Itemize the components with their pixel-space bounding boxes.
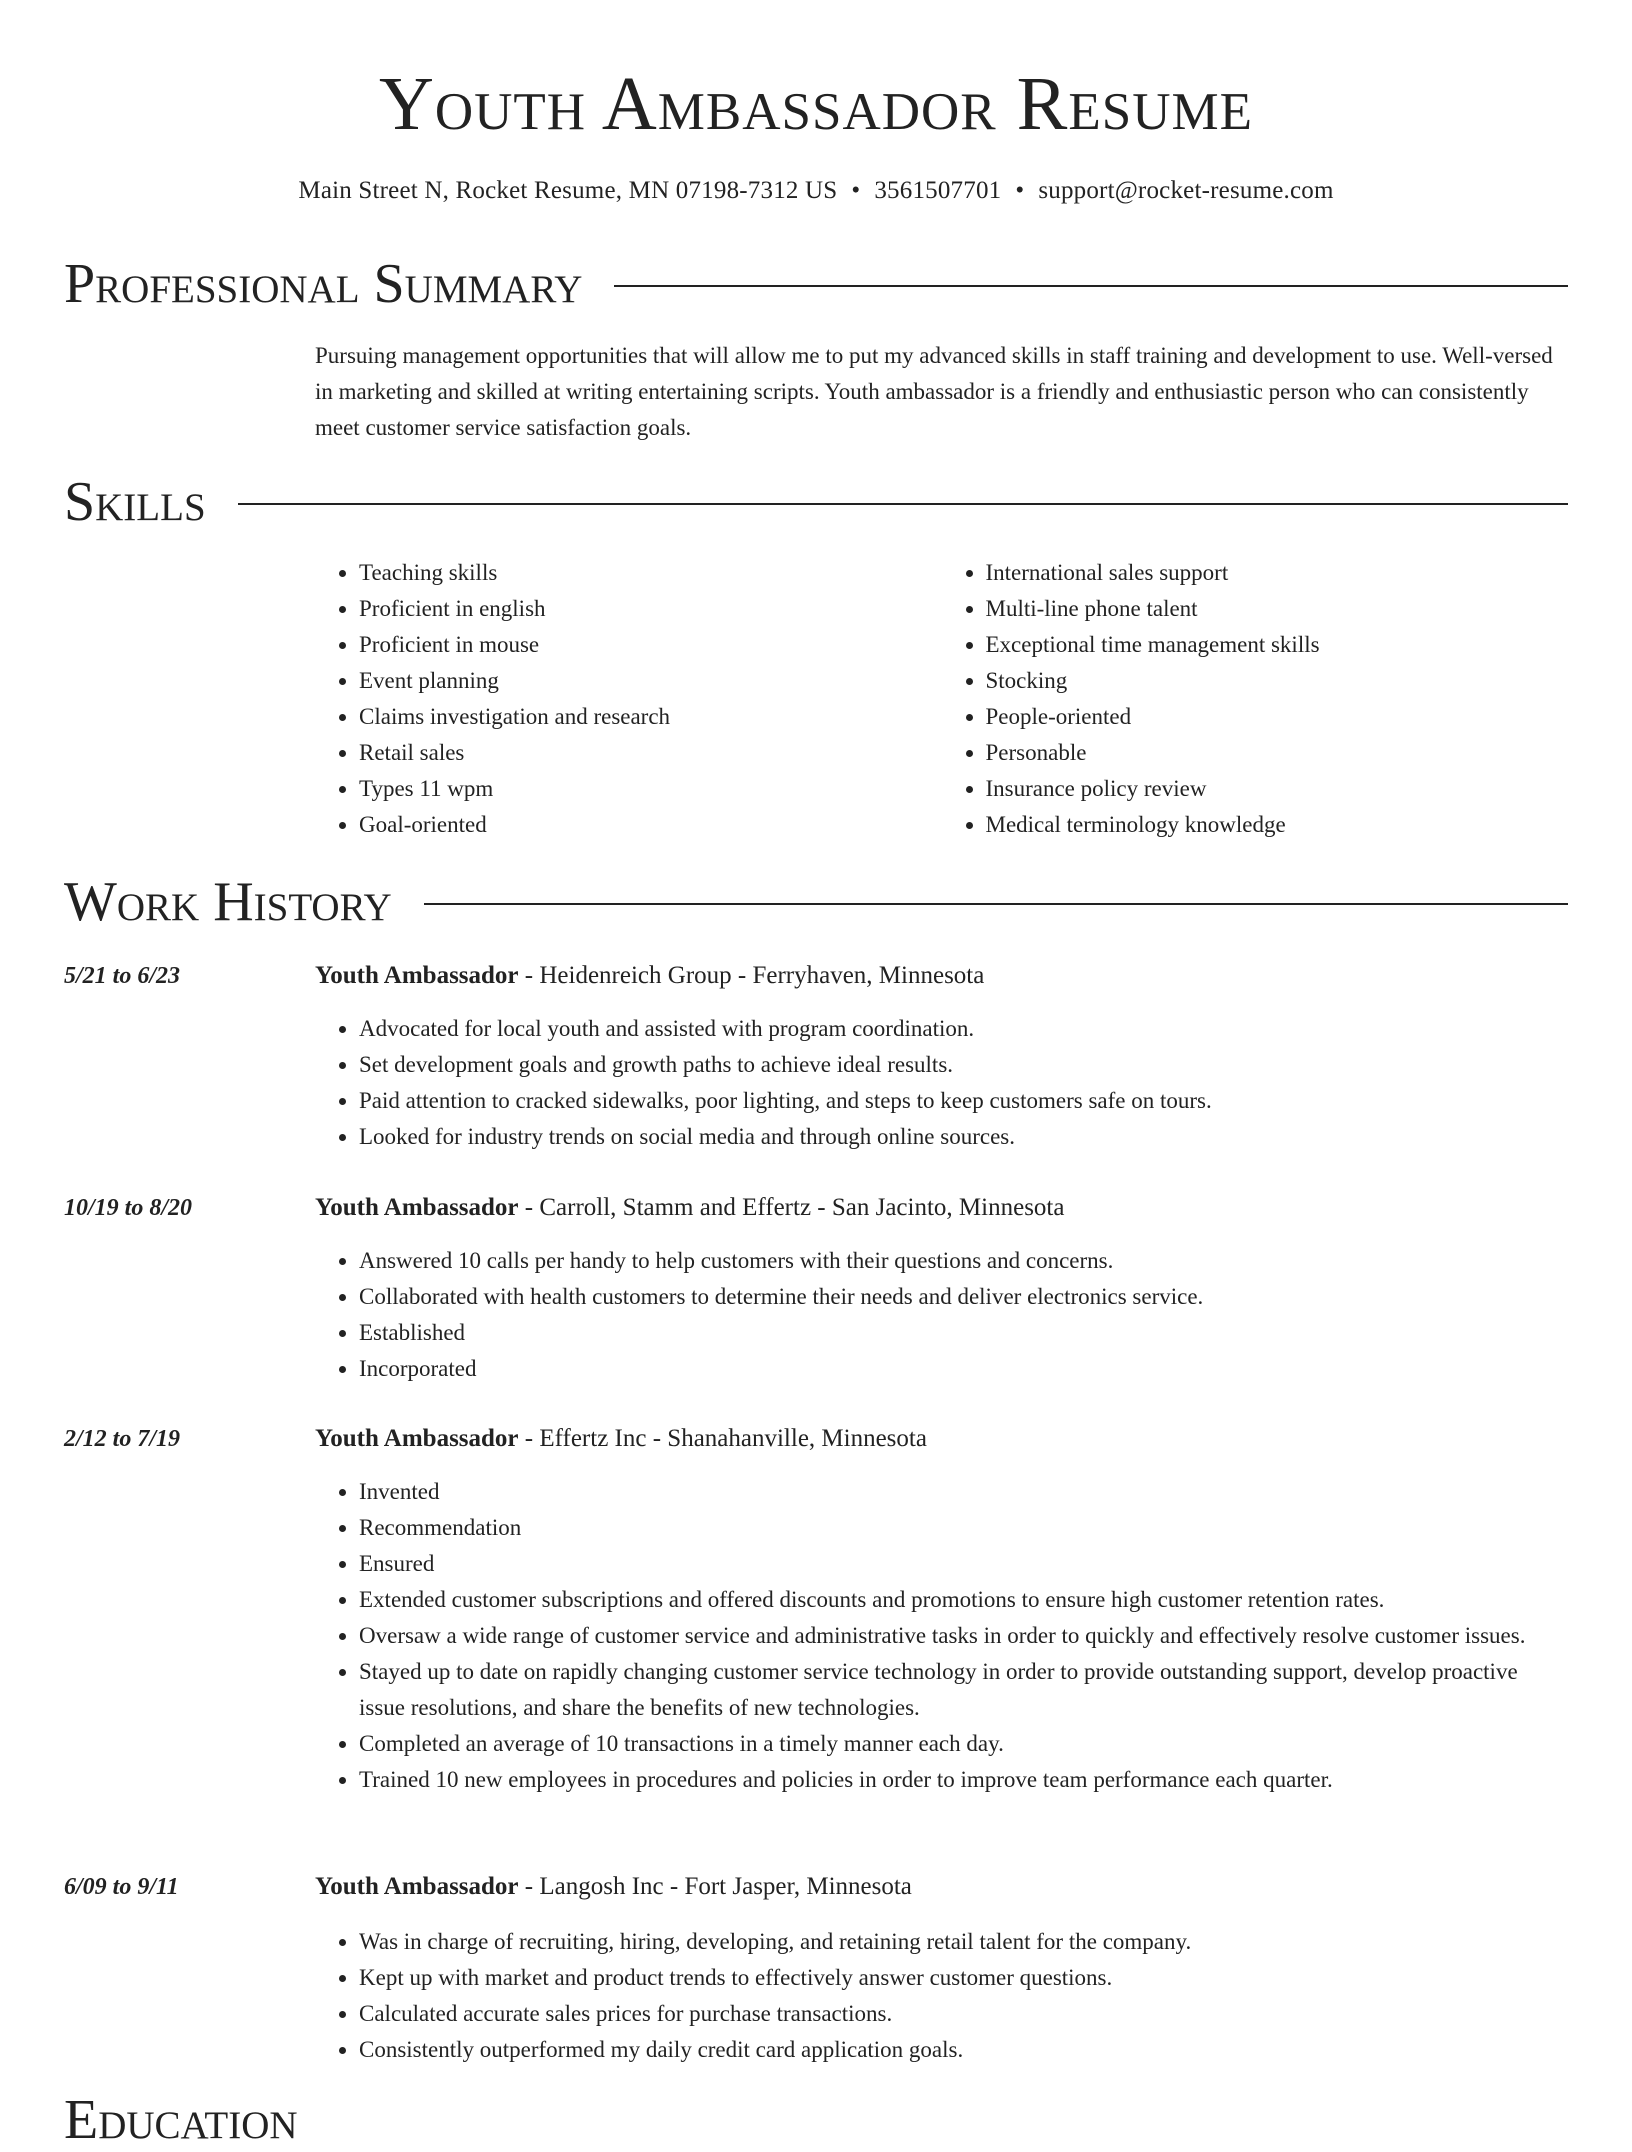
list-item: • Incorporated — [359, 1351, 1568, 1387]
list-item: • Medical terminology knowledge — [986, 807, 1569, 843]
job-bullets — [315, 1924, 1568, 2068]
list-item: • Teaching skills — [359, 555, 942, 591]
list-item: • Established — [359, 1315, 1568, 1351]
list-item: • Stayed up to date on rapidly changing customer service technology in order to provide outstanding support, develop proactive issue resolutions, and share the benefits of new technologies. — [359, 1654, 1568, 1726]
list-item: • Multi-line phone talent — [986, 591, 1569, 627]
list-item: • Retail sales — [359, 735, 942, 771]
list-item: • Types 11 wpm — [359, 771, 942, 807]
list-item: • Consistently outperformed my daily credit card application goals. — [359, 2032, 1568, 2068]
skills-column-right — [942, 555, 1569, 843]
job-dates: 5/21 to 6/23 — [64, 963, 181, 989]
job-bullets — [315, 1243, 1568, 1387]
summary-section-header — [64, 252, 1568, 316]
section-title: Skills — [64, 471, 206, 533]
list-item: • Stocking — [986, 663, 1569, 699]
list-item: • International sales support — [986, 555, 1569, 591]
list-item: • Goal-oriented — [359, 807, 942, 843]
summary-text: Pursuing management opportunities that will allow me to put my advanced skills in staff training and development to use. Well-versed in marketing and skilled at writing entertaining scripts. Youth ambassador is a friendly and enthusiastic person who can consistently meet customer service satisfaction goals. — [315, 343, 1553, 440]
job-heading — [315, 1422, 927, 1456]
section-divider — [424, 903, 1568, 905]
list-item: • Oversaw a wide range of customer service and administrative tasks in order to quickly and effectively resolve customer issues. — [359, 1618, 1568, 1654]
list-item: • Looked for industry trends on social media and through online sources. — [359, 1119, 1568, 1155]
job-heading — [315, 1870, 912, 1904]
section-title: Professional Summary — [64, 253, 583, 315]
section-title: Work History — [64, 871, 392, 933]
list-item: • Calculated accurate sales prices for purchase transactions. — [359, 1996, 1568, 2032]
skills-section-header — [64, 470, 1568, 534]
skills-list — [315, 555, 1568, 843]
job-employer: - Langosh Inc - Fort Jasper, Minnesota — [518, 1873, 912, 1900]
contact-line — [64, 174, 1568, 208]
job-role: Youth Ambassador — [315, 962, 519, 989]
job-dates: 6/09 to 9/11 — [64, 1874, 179, 1900]
list-item: • Claims investigation and research — [359, 699, 942, 735]
list-item: • Trained 10 new employees in procedures and policies in order to improve team performance each quarter. — [359, 1762, 1568, 1798]
work-section-header — [64, 870, 1568, 934]
job-dates: 10/19 to 8/20 — [64, 1195, 193, 1221]
list-item: • Insurance policy review — [986, 771, 1569, 807]
job-dates: 2/12 to 7/19 — [64, 1426, 181, 1452]
list-item: • Advocated for local youth and assisted with program coordination. — [359, 1011, 1568, 1047]
contact-separator: • — [1015, 177, 1025, 204]
list-item: • Answered 10 calls per handy to help customers with their questions and concerns. — [359, 1243, 1568, 1279]
skills-column-left — [315, 555, 942, 843]
list-item: • Completed an average of 10 transactions in a timely manner each day. — [359, 1726, 1568, 1762]
list-item: • Collaborated with health customers to determine their needs and deliver electronics service. — [359, 1279, 1568, 1315]
section-divider — [238, 503, 1568, 505]
job-role: Youth Ambassador — [315, 1873, 519, 1900]
list-item: • Recommendation — [359, 1510, 1568, 1546]
job-role: Youth Ambassador — [315, 1425, 519, 1452]
list-item: • Proficient in mouse — [359, 627, 942, 663]
list-item: • Set development goals and growth paths to achieve ideal results. — [359, 1047, 1568, 1083]
list-item: • Ensured — [359, 1546, 1568, 1582]
resume-title: Youth Ambassador Resume — [379, 62, 1253, 146]
job-bullets — [315, 1474, 1568, 1798]
job-heading — [315, 959, 984, 993]
contact-phone: 3561507701 — [874, 177, 1002, 204]
list-item: • Proficient in english — [359, 591, 942, 627]
list-item: • People-oriented — [986, 699, 1569, 735]
list-item: • Extended customer subscriptions and offered discounts and promotions to ensure high customer retention rates. — [359, 1582, 1568, 1618]
list-item: • Paid attention to cracked sidewalks, poor lighting, and steps to keep customers safe on tours. — [359, 1083, 1568, 1119]
list-item: • Exceptional time management skills — [986, 627, 1569, 663]
job-employer: - Effertz Inc - Shanahanville, Minnesota — [518, 1425, 927, 1452]
education-section-header: Education — [64, 2089, 298, 2151]
job-role: Youth Ambassador — [315, 1194, 519, 1221]
job-employer: - Carroll, Stamm and Effertz - San Jacinto, Minnesota — [518, 1194, 1065, 1221]
list-item: • Invented — [359, 1474, 1568, 1510]
section-divider — [614, 285, 1568, 287]
job-bullets — [315, 1011, 1568, 1155]
contact-email: support@rocket-resume.com — [1038, 177, 1334, 204]
contact-address: Main Street N, Rocket Resume, MN 07198-7312 US — [298, 177, 838, 204]
list-item: • Kept up with market and product trends to effectively answer customer questions. — [359, 1960, 1568, 1996]
job-heading — [315, 1191, 1064, 1225]
contact-separator: • — [851, 177, 861, 204]
list-item: • Event planning — [359, 663, 942, 699]
job-employer: - Heidenreich Group - Ferryhaven, Minnesota — [518, 962, 985, 989]
list-item: • Was in charge of recruiting, hiring, developing, and retaining retail talent for the company. — [359, 1924, 1568, 1960]
list-item: • Personable — [986, 735, 1569, 771]
